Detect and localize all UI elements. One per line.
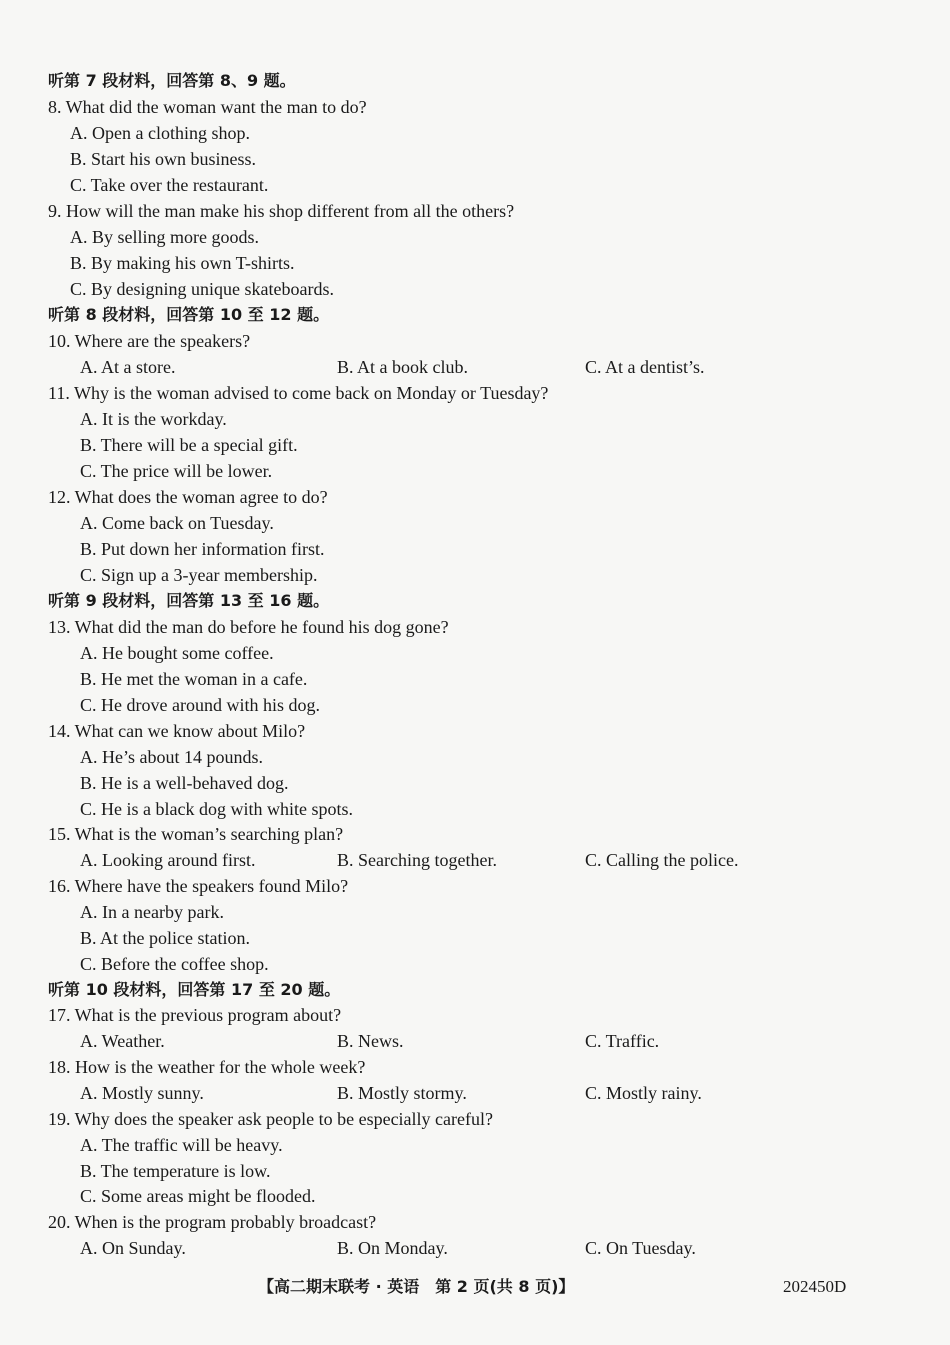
option-10b: B. At a book club. — [337, 357, 468, 377]
question-9: 9. How will the man make his shop different from all the others? — [48, 201, 515, 221]
option-10c: C. At a dentist’s. — [585, 357, 705, 377]
section-heading: 听第 8 段材料，回答第 10 至 12 题。 — [48, 305, 330, 324]
option-8a: A. Open a clothing shop. — [70, 123, 250, 143]
question-10: 10. Where are the speakers? — [48, 331, 251, 351]
option-19a: A. The traffic will be heavy. — [80, 1135, 283, 1155]
section-heading: 听第 10 段材料，回答第 17 至 20 题。 — [48, 980, 341, 999]
option-20a: A. On Sunday. — [80, 1238, 186, 1258]
page-footer — [0, 1274, 950, 1300]
option-17b: B. News. — [337, 1031, 404, 1051]
option-18b: B. Mostly stormy. — [337, 1083, 467, 1103]
section-heading: 听第 7 段材料，回答第 8、9 题。 — [48, 71, 296, 90]
option-11a: A. It is the workday. — [80, 409, 227, 429]
option-11b: B. There will be a special gift. — [80, 435, 298, 455]
option-8c: C. Take over the restaurant. — [70, 175, 269, 195]
option-17a: A. Weather. — [80, 1031, 165, 1051]
option-20c: C. On Tuesday. — [585, 1238, 696, 1258]
option-16a: A. In a nearby park. — [80, 902, 224, 922]
option-19b: B. The temperature is low. — [80, 1161, 271, 1181]
option-9a: A. By selling more goods. — [70, 227, 259, 247]
option-14c: C. He is a black dog with white spots. — [80, 799, 353, 819]
question-19: 19. Why does the speaker ask people to be especially careful? — [48, 1109, 493, 1129]
option-16c: C. Before the coffee shop. — [80, 954, 269, 974]
question-11: 11. Why is the woman advised to come back on Monday or Tuesday? — [48, 383, 549, 403]
footer-title: 【高二期末联考 · 英语 第 2 页(共 8 页)】 — [258, 1277, 575, 1296]
option-9b: B. By making his own T-shirts. — [70, 253, 295, 273]
question-8: 8. What did the woman want the man to do? — [48, 97, 367, 117]
question-15: 15. What is the woman’s searching plan? — [48, 824, 344, 844]
option-16b: B. At the police station. — [80, 928, 250, 948]
question-17: 17. What is the previous program about? — [48, 1005, 342, 1025]
option-13c: C. He drove around with his dog. — [80, 695, 320, 715]
option-19c: C. Some areas might be flooded. — [80, 1186, 316, 1206]
option-18c: C. Mostly rainy. — [585, 1083, 702, 1103]
option-15b: B. Searching together. — [337, 850, 497, 870]
option-9c: C. By designing unique skateboards. — [70, 279, 334, 299]
option-10a: A. At a store. — [80, 357, 176, 377]
option-14a: A. He’s about 14 pounds. — [80, 747, 263, 767]
option-15c: C. Calling the police. — [585, 850, 739, 870]
question-16: 16. Where have the speakers found Milo? — [48, 876, 349, 896]
option-11c: C. The price will be lower. — [80, 461, 273, 481]
option-8b: B. Start his own business. — [70, 149, 257, 169]
question-14: 14. What can we know about Milo? — [48, 721, 306, 741]
option-13b: B. He met the woman in a cafe. — [80, 669, 308, 689]
section-heading: 听第 9 段材料，回答第 13 至 16 题。 — [48, 591, 330, 610]
option-17c: C. Traffic. — [585, 1031, 660, 1051]
question-20: 20. When is the program probably broadcast? — [48, 1212, 377, 1232]
option-15a: A. Looking around first. — [80, 850, 256, 870]
option-12b: B. Put down her information first. — [80, 539, 325, 559]
question-12: 12. What does the woman agree to do? — [48, 487, 328, 507]
option-20b: B. On Monday. — [337, 1238, 448, 1258]
question-13: 13. What did the man do before he found his dog gone? — [48, 617, 449, 637]
option-18a: A. Mostly sunny. — [80, 1083, 204, 1103]
option-12a: A. Come back on Tuesday. — [80, 513, 274, 533]
footer-code: 202450D — [783, 1277, 847, 1296]
question-18: 18. How is the weather for the whole week? — [48, 1057, 366, 1077]
option-13a: A. He bought some coffee. — [80, 643, 274, 663]
option-14b: B. He is a well-behaved dog. — [80, 773, 289, 793]
option-12c: C. Sign up a 3-year membership. — [80, 565, 318, 585]
